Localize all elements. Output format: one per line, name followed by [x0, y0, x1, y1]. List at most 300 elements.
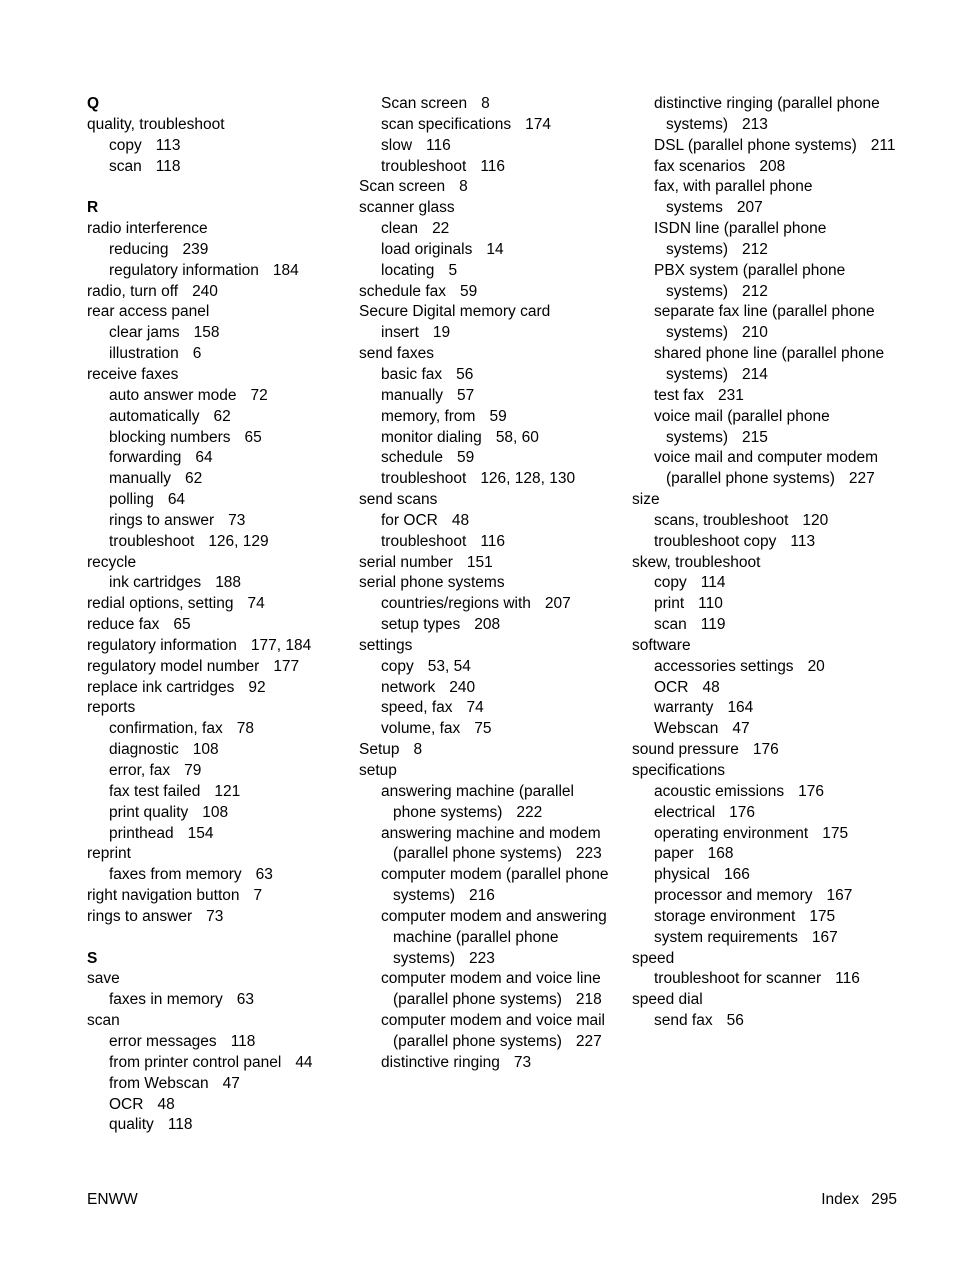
index-subentry: [632, 94, 894, 136]
entry-pages: 215: [742, 428, 768, 446]
entry-pages: 19: [432, 324, 451, 342]
entry-pages: 75: [474, 720, 492, 738]
index-column-1: [87, 94, 349, 1136]
index-subentry: [632, 615, 894, 636]
entry-term: storage environment: [654, 907, 796, 925]
entry-term: setup: [359, 762, 397, 779]
index-subentry: [632, 886, 894, 907]
index-entry: [87, 678, 349, 699]
entry-term: ink cartridges: [109, 574, 202, 592]
entry-pages: 59: [460, 282, 478, 300]
entry-pages: 59: [489, 407, 507, 425]
section-letter: Q: [87, 95, 100, 112]
entry-term: fax scenarios: [654, 157, 746, 175]
entry-pages: 227: [575, 1032, 602, 1050]
entry-term: from printer control panel: [109, 1053, 282, 1071]
index-subentry: [87, 803, 349, 824]
entry-term: physical: [654, 866, 710, 884]
entry-pages: 73: [513, 1053, 532, 1071]
entry-term: rings to answer: [109, 511, 215, 529]
index-entry: [87, 365, 349, 386]
entry-pages: 62: [185, 470, 203, 488]
entry-term: computer modem and voice mail (parallel phone systems): [381, 1012, 605, 1050]
entry-pages: 240: [449, 678, 476, 696]
index-subentry: [87, 740, 349, 761]
entry-pages: 174: [525, 115, 551, 133]
entry-pages: 113: [790, 532, 816, 550]
entry-pages: 211: [870, 136, 896, 154]
entry-term: skew, troubleshoot: [632, 553, 761, 571]
entry-term: size: [632, 491, 660, 509]
entry-pages: 212: [742, 282, 768, 300]
entry-pages: 62: [213, 407, 231, 425]
entry-pages: 108: [192, 741, 219, 759]
entry-term: scan specifications: [381, 115, 512, 133]
entry-term: speed, fax: [381, 699, 453, 717]
entry-pages: 167: [811, 928, 838, 946]
index-subentry: [87, 157, 349, 178]
entry-pages: 110: [698, 595, 723, 613]
index-subentry: [632, 678, 894, 699]
index-entry: [87, 844, 349, 865]
entry-term: print: [654, 595, 685, 613]
entry-term: scan: [87, 1012, 120, 1030]
entry-pages: 59: [457, 449, 475, 467]
entry-pages: 212: [742, 240, 768, 258]
entry-term: fax, with parallel phone systems: [654, 178, 813, 217]
entry-term: monitor dialing: [381, 428, 482, 446]
entry-term: serial number: [359, 553, 453, 571]
index-subentry: [359, 365, 621, 386]
index-subentry: [87, 428, 349, 449]
entry-term: polling: [109, 491, 154, 509]
index-subentry: [87, 136, 349, 157]
index-entry: [359, 573, 621, 594]
footer-left: ENWW: [87, 1191, 138, 1208]
entry-pages: 208: [474, 616, 501, 634]
entry-term: send faxes: [359, 345, 434, 363]
entry-term: faxes from memory: [109, 866, 242, 884]
entry-pages: 120: [802, 511, 829, 529]
index-entry: [359, 344, 621, 365]
entry-pages: 48: [157, 1095, 175, 1113]
index-subentry: [632, 177, 894, 219]
index-subentry: [359, 969, 621, 1011]
entry-term: network: [381, 678, 436, 696]
index-subentry: [632, 532, 894, 553]
index-entry: [359, 740, 621, 761]
entry-pages: 214: [742, 365, 768, 383]
index-entry: [359, 282, 621, 303]
index-subentry: [87, 448, 349, 469]
entry-term: troubleshoot copy: [654, 532, 777, 550]
entry-term: computer modem and answering machine (parallel phone systems): [381, 907, 607, 967]
entry-pages: 56: [726, 1012, 744, 1030]
index-subentry: [87, 1032, 349, 1053]
index-subentry: [632, 824, 894, 845]
entry-pages: 53, 54: [427, 657, 471, 675]
entry-term: distinctive ringing (parallel phone systems): [654, 95, 880, 133]
index-subentry: [87, 469, 349, 490]
entry-pages: 56: [456, 365, 474, 383]
entry-pages: 7: [253, 887, 263, 905]
index-entry: [87, 115, 349, 136]
index-subentry: [632, 511, 894, 532]
entry-term: regulatory information: [109, 261, 259, 279]
entry-pages: 114: [700, 574, 726, 592]
entry-pages: 8: [481, 95, 490, 112]
entry-pages: 116: [426, 136, 451, 154]
entry-term: clean: [381, 220, 419, 238]
entry-term: clear jams: [109, 324, 180, 342]
entry-pages: 44: [295, 1053, 313, 1071]
entry-pages: 57: [457, 386, 475, 404]
entry-term: volume, fax: [381, 720, 461, 738]
index-subentry: [359, 657, 621, 678]
entry-term: printhead: [109, 824, 174, 842]
entry-pages: 151: [466, 553, 493, 571]
entry-term: auto answer mode: [109, 386, 237, 404]
entry-term: warranty: [654, 699, 714, 717]
index-entry: [632, 636, 894, 657]
entry-pages: 65: [173, 616, 191, 634]
entry-term: error messages: [109, 1032, 217, 1050]
section-gap: [87, 177, 349, 198]
entry-pages: 175: [809, 907, 836, 925]
index-subentry: [359, 865, 621, 907]
entry-term: countries/regions with: [381, 595, 531, 613]
entry-term: settings: [359, 636, 413, 654]
index-subentry: [359, 698, 621, 719]
index-subentry: [359, 386, 621, 407]
entry-pages: 126, 128, 130: [480, 470, 576, 488]
entry-pages: 113: [155, 136, 181, 154]
entry-pages: 108: [202, 803, 229, 821]
entry-term: quality: [109, 1116, 154, 1134]
entry-pages: 79: [184, 762, 202, 779]
entry-pages: 116: [835, 970, 860, 988]
entry-pages: 58, 60: [495, 428, 539, 446]
entry-term: regulatory information: [87, 636, 237, 654]
entry-term: processor and memory: [654, 887, 813, 905]
index-subentry: [359, 448, 621, 469]
index-subentry: [632, 386, 894, 407]
index-subentry: [632, 907, 894, 928]
entry-term: copy: [109, 136, 142, 154]
entry-term: computer modem and voice line (parallel phone systems): [381, 970, 601, 1009]
entry-pages: 158: [193, 324, 220, 342]
entry-pages: 207: [736, 199, 763, 217]
index-subentry: [359, 532, 621, 553]
index-entry: [87, 615, 349, 636]
index-subentry: [632, 844, 894, 865]
entry-pages: 176: [729, 803, 756, 821]
entry-term: print quality: [109, 803, 189, 821]
index-column-2: [359, 94, 621, 1074]
entry-pages: 74: [466, 699, 484, 717]
index-subentry: [87, 490, 349, 511]
index-subentry: [632, 302, 894, 344]
index-subentry: [87, 719, 349, 740]
index-entry: [87, 969, 349, 990]
entry-term: answering machine (parallel phone systems): [381, 782, 574, 821]
entry-pages: 168: [707, 845, 734, 863]
entry-pages: 5: [448, 261, 458, 279]
entry-pages: 8: [459, 178, 468, 196]
index-entry: [359, 198, 621, 219]
index-subentry: [359, 511, 621, 532]
entry-pages: 188: [215, 574, 242, 592]
index-subentry: [87, 511, 349, 532]
entry-term: redial options, setting: [87, 595, 234, 613]
entry-pages: 126, 129: [208, 532, 269, 550]
index-subentry: [87, 990, 349, 1011]
entry-term: save: [87, 970, 120, 988]
entry-term: slow: [381, 136, 413, 154]
index-subentry: [87, 761, 349, 782]
footer-right: [821, 1191, 897, 1209]
index-subentry: [632, 698, 894, 719]
page-number: 295: [871, 1191, 897, 1208]
index-subentry: [632, 969, 894, 990]
entry-term: speed dial: [632, 991, 703, 1009]
index-entry: [632, 761, 894, 782]
entry-term: answering machine and modem (parallel phone systems): [381, 824, 601, 863]
entry-pages: 47: [732, 720, 750, 738]
index-subentry: [359, 678, 621, 699]
entry-term: send fax: [654, 1012, 713, 1030]
entry-term: troubleshoot: [381, 157, 467, 175]
entry-pages: 218: [575, 991, 602, 1009]
entry-term: troubleshoot: [381, 532, 467, 550]
entry-term: manually: [381, 386, 444, 404]
index-entry: [359, 490, 621, 511]
entry-term: schedule: [381, 449, 444, 467]
entry-term: sound pressure: [632, 741, 739, 759]
entry-pages: 22: [432, 220, 450, 238]
entry-pages: 121: [214, 782, 241, 800]
entry-pages: 167: [826, 887, 853, 905]
entry-pages: 73: [228, 511, 246, 529]
entry-term: Webscan: [654, 720, 719, 738]
entry-term: reducing: [109, 240, 169, 258]
entry-pages: 63: [236, 991, 254, 1009]
entry-term: faxes in memory: [109, 991, 223, 1009]
index-subentry: [632, 782, 894, 803]
entry-term: copy: [381, 657, 414, 675]
entry-pages: 177, 184: [250, 636, 312, 654]
entry-pages: 227: [848, 470, 875, 488]
index-subentry: [87, 323, 349, 344]
entry-term: scans, troubleshoot: [654, 511, 789, 529]
entry-term: Scan screen: [359, 178, 446, 196]
entry-term: forwarding: [109, 449, 182, 467]
entry-pages: 222: [516, 803, 543, 821]
index-subentry: [87, 1074, 349, 1095]
index-subentry: [87, 261, 349, 282]
index-entry: [87, 553, 349, 574]
index-subentry: [87, 344, 349, 365]
entry-pages: 64: [195, 449, 213, 467]
entry-pages: 210: [742, 324, 768, 342]
entry-pages: 176: [798, 782, 824, 800]
entry-term: load originals: [381, 240, 473, 258]
index-entry: [87, 302, 349, 323]
index-subentry: [87, 1053, 349, 1074]
entry-term: diagnostic: [109, 741, 179, 759]
index-subentry: [87, 1095, 349, 1116]
index-column-3: [632, 94, 894, 1032]
entry-term: Setup: [359, 741, 400, 759]
entry-term: DSL (parallel phone systems): [654, 136, 857, 154]
entry-pages: 239: [182, 240, 209, 258]
index-subentry: [632, 448, 894, 490]
entry-pages: 166: [724, 866, 750, 884]
entry-pages: 119: [700, 616, 726, 634]
index-entry: [359, 302, 621, 323]
index-subentry: [87, 532, 349, 553]
index-entry: [359, 761, 621, 782]
index-entry: [632, 740, 894, 761]
entry-term: computer modem (parallel phone systems): [381, 866, 609, 905]
entry-term: electrical: [654, 803, 716, 821]
index-subentry: [87, 782, 349, 803]
entry-term: basic fax: [381, 365, 443, 383]
entry-term: manually: [109, 470, 172, 488]
entry-pages: 184: [272, 261, 299, 279]
entry-term: right navigation button: [87, 887, 240, 905]
footer-section: Index: [821, 1191, 860, 1208]
entry-term: illustration: [109, 345, 179, 363]
index-subentry: [87, 1115, 349, 1136]
index-subentry: [632, 407, 894, 449]
index-subentry: [359, 136, 621, 157]
entry-term: schedule fax: [359, 282, 447, 300]
entry-term: separate fax line (parallel phone systems): [654, 303, 875, 342]
entry-term: troubleshoot: [109, 532, 195, 550]
index-subentry: [87, 865, 349, 886]
entry-term: accessories settings: [654, 657, 794, 675]
entry-term: for OCR: [381, 511, 438, 529]
entry-term: error, fax: [109, 762, 171, 779]
index-entry: [87, 1011, 349, 1032]
entry-term: rings to answer: [87, 907, 193, 925]
entry-term: insert: [381, 324, 419, 342]
index-entry: [632, 553, 894, 574]
entry-term: speed: [632, 949, 675, 967]
entry-term: troubleshoot: [381, 470, 467, 488]
entry-term: send scans: [359, 491, 438, 509]
index-subentry: [87, 240, 349, 261]
entry-term: confirmation, fax: [109, 720, 223, 738]
index-subentry: [359, 615, 621, 636]
index-entry: [359, 636, 621, 657]
index-subentry: [359, 1011, 621, 1053]
entry-pages: 74: [247, 595, 265, 613]
entry-term: paper: [654, 845, 694, 863]
index-entry: [87, 594, 349, 615]
entry-pages: 78: [236, 720, 254, 738]
index-subentry: [632, 344, 894, 386]
entry-term: receive faxes: [87, 365, 179, 383]
entry-term: locating: [381, 261, 435, 279]
entry-term: OCR: [654, 678, 689, 696]
index-entry: [632, 949, 894, 970]
entry-pages: 208: [759, 157, 786, 175]
index-entry: [87, 907, 349, 928]
entry-pages: 207: [544, 595, 571, 613]
entry-pages: 63: [255, 866, 273, 884]
entry-term: fax test failed: [109, 782, 201, 800]
index-subentry: [632, 261, 894, 303]
index-subentry: [632, 803, 894, 824]
index-subentry: [359, 1053, 621, 1074]
index-subentry: [359, 594, 621, 615]
entry-term: automatically: [109, 407, 200, 425]
entry-term: quality, troubleshoot: [87, 115, 225, 133]
index-subentry: [632, 136, 894, 157]
entry-pages: 118: [167, 1116, 193, 1134]
index-subentry: [359, 428, 621, 449]
index-subentry: [359, 94, 621, 115]
entry-pages: 72: [250, 386, 268, 404]
index-subentry: [632, 594, 894, 615]
index-subentry: [359, 907, 621, 970]
entry-term: ISDN line (parallel phone systems): [654, 220, 827, 258]
index-subentry: [359, 407, 621, 428]
entry-pages: 6: [192, 345, 202, 363]
section-letter: R: [87, 199, 99, 217]
entry-pages: 116: [480, 157, 506, 175]
index-entry: [632, 990, 894, 1011]
index-entry: [87, 282, 349, 303]
entry-term: operating environment: [654, 824, 809, 842]
entry-pages: 20: [807, 657, 825, 675]
entry-term: recycle: [87, 553, 137, 571]
index-subentry: [359, 782, 621, 824]
index-subentry: [632, 657, 894, 678]
entry-term: voice mail and computer modem (parallel phone systems): [654, 449, 878, 488]
entry-term: distinctive ringing: [381, 1053, 500, 1071]
index-subentry: [632, 719, 894, 740]
index-subentry: [359, 323, 621, 344]
entry-term: software: [632, 636, 691, 654]
entry-pages: 118: [230, 1032, 256, 1050]
entry-pages: 14: [486, 240, 504, 258]
entry-pages: 92: [248, 678, 266, 696]
entry-term: specifications: [632, 762, 726, 779]
entry-term: reprint: [87, 845, 131, 863]
entry-term: shared phone line (parallel phone systems): [654, 345, 885, 383]
index-subentry: [87, 573, 349, 594]
entry-pages: 240: [192, 282, 218, 300]
entry-pages: 8: [413, 741, 423, 759]
entry-term: scan: [654, 616, 687, 634]
section-gap: [87, 928, 349, 949]
entry-term: Scan screen: [381, 95, 468, 112]
index-subentry: [632, 573, 894, 594]
entry-term: OCR: [109, 1095, 144, 1113]
entry-term: setup types: [381, 616, 461, 634]
entry-pages: 177: [273, 657, 300, 675]
index-entry: [87, 886, 349, 907]
entry-term: reduce fax: [87, 616, 160, 634]
entry-pages: 176: [752, 741, 779, 759]
index-entry: [359, 553, 621, 574]
index-entry: [632, 490, 894, 511]
entry-pages: 73: [206, 907, 224, 925]
entry-term: reports: [87, 699, 136, 717]
